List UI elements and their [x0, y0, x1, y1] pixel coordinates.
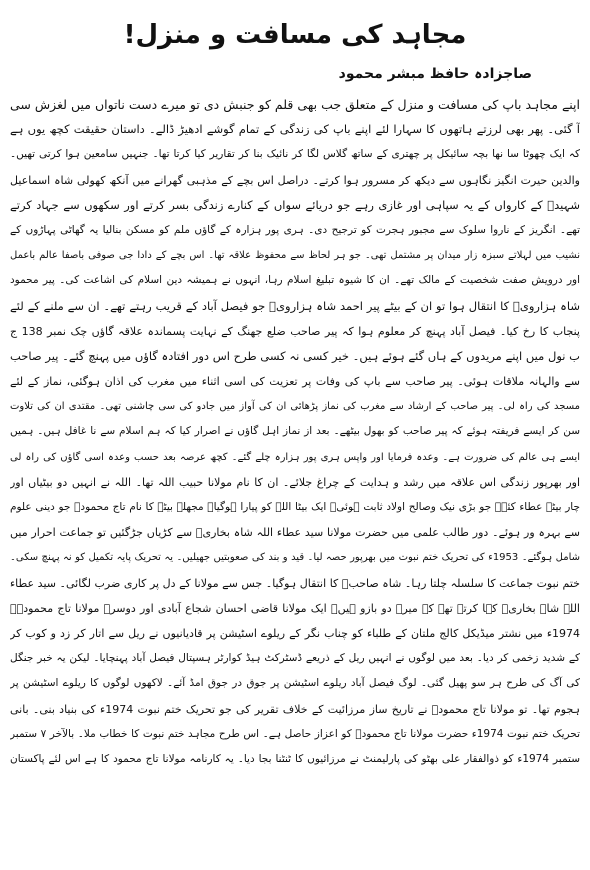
text-line: شاہ ہزارویؒ کا انتقال ہوا تو ان کے بیٹے پیر احمد شاہ ہزارویؒ جو فیصل آباد کے قریب رہتے تھے۔ ان سے ملنے کے لئے	[10, 298, 580, 313]
text-line: تحریک ختم نبوت 1974ء حضرت مولانا تاج محمودؒ کو اعزاز حاصل ہے۔ اس طرح مجاہد ختم نبوت کا خطاب ملا۔ بالآخر ۷ ستمبر	[10, 727, 580, 740]
text-line: کہ ایک چھوٹا سا نھا بچہ سائیکل پر چھتری کے ساتھ گلاس لگا کر نائیک بنا کر تقاریر کیا کرتا تھا۔ جنہیں سامعین ہوا کرتی تھیں۔	[10, 148, 580, 161]
text-line: پنجاب کا رخ کیا۔ فیصل آباد پہنچ کر معلوم ہوا کہ پیر صاحب ضلع جھنگ کے نہایت پسماندہ علاقہ گاؤں چک نمبر 138 ج	[10, 324, 580, 338]
article-title: مجاہد کی مسافت و منزل!	[123, 20, 467, 50]
text-line: اپنے مجاہد باپ کی مسافت و منزل کے متعلق جب بھی قلم کو جنبش دی تو میرے دست ناتواں میں لغزش سی	[10, 97, 580, 112]
text-line: ہجوم تھا۔ تو مولانا تاج محمودؒ نے تاریخ ساز مرزائیت کے خلاف تقریر کی جو تحریک ختم نبوت 1974ء کی بنیاد بنی۔ بانی	[10, 702, 580, 716]
text-line: سن کر ایسے فریفتہ ہوئے کہ پیر صاحب کو بھول بیٹھے۔ بعد از نماز اہل گاؤں نے اصرار کیا کہ ہم اسلام سے نا غافل ہیں۔ ہمیں	[10, 425, 580, 438]
text-line: سے والہانہ ملاقات ہوئی۔ پیر صاحب سے باپ کی وفات پر تعزیت کی اسی اثناء میں مغرب کی اذان ہوگئی، نماز کے لئے	[10, 375, 580, 389]
text-line: مسجد کی راہ لی۔ پیر صاحب کے ارشاد سے مغرب کی نماز پڑھائی ان کی آواز میں جادو کی سی چاشنی تھی۔ مقتدی ان کی تلاوت	[10, 401, 580, 413]
article-body	[10, 92, 580, 772]
text-line: ایسے ہی عالم کی ضرورت ہے۔ وعدہ فرمایا اور واپس ہری پور ہزارہ چلے گئے۔ کچھ عرصہ بعد حسب وعدہ اسی گاؤں کی راہ لی	[10, 451, 580, 463]
text-line: سے بہرہ ور ہوئے۔ دور طالب علمی میں حضرت مولانا سید عطاء اللہ شاہ بخاریؒ سے کڑیاں جڑگئیں تو جماعت احرار میں	[10, 526, 580, 540]
text-line: 1974ء میں نشتر میڈیکل کالج ملتان کے طلباء کو چناب نگر کے ریلوے اسٹیشن پر قادیانیوں نے ریل سے اتار کر زد و کوب کر	[10, 626, 580, 640]
text-line: آ گئی۔ پھر بھی لرزتے ہاتھوں کا سہارا لئے اپنے باپ کی زندگی کے تمام گوشے ادھیڑ ڈالے۔ داستان حقیقت کچھ یوں ہے	[10, 122, 580, 137]
text-line: ب نول میں اپنے مریدوں کے ہاں گئے ہوئے ہیں۔ خیر کسی نہ کسی طرح اس دور افتادہ گاؤں میں پہنچ گئے۔ پیر صاحب	[10, 348, 580, 363]
text-line: ختم نبوت جماعت کا سلسلہ چلتا رہا۔ شاہ صاحبؒ کا انتقال ہوگیا۔ جس سے مولانا کے دل پر کاری ضرب لگائی۔ سید عطاء	[10, 576, 580, 590]
text-line: کی آگ کی طرح ہر سو پھیل گئی۔ لوگ فیصل آباد ریلوے اسٹیشن پر جوق در جوق امڈ آئے۔ لاکھوں لوگوں کا ریلوے اسٹیشن پر	[10, 677, 580, 690]
text-line: اور درویش صفت شخصیت کے مالک تھے۔ ان کا شیوہ تبلیغ اسلام رہا، انہوں نے ہمیشہ دین اسلام کی اشاعت کی۔ پیر محمود	[10, 274, 580, 287]
text-line: شہیدؒ کے کارواں کے یہ سپاہی اور غازی رہے جو دریائے سواں کے کنارے زندگی بسر کرتے اور سکھوں سے جہاد کرتے	[10, 197, 580, 212]
text-line: کے شدید زخمی کر دیا۔ بعد میں لوگوں نے انہیں ریل کے ذریعے ڈسٹرکٹ ہیڈ کوارٹر ہسپتال فیصل آباد پہنچایا۔ لیکن یہ خبر جنگل	[10, 652, 580, 665]
text-line: شامل ہوگئے۔ 1953ء کی تحریک ختم نبوت میں بھرپور حصہ لیا۔ قید و بند کی صعوبتیں جھیلیں۔ یہ تحریک پایہ تکمیل کو نہ پہنچ سکی۔	[10, 552, 580, 564]
text-line: چار بیٹے عطاء کئے۔ جو بڑی نیک وصالح اولاد ثابت ہوئی۔ ایک بیٹا اللہ کو پیارا ہوگیا۔ مجھلے بیٹے کا نام تاج محمودؒ جو دینی علوم	[10, 501, 580, 513]
text-line: تھے۔ انگریز کے ناروا سلوک سے مجبور ہجرت کو ترجیح دی۔ ہری پور ہزارہ کے گاؤں ملم کو مسکن بنالیا یہ گھاٹی پہاڑوں کے	[10, 223, 580, 236]
author-byline: صاجزادہ حافظ مبشر محمود	[338, 66, 532, 82]
text-line: اللہ شاہ بخاریؒ کہا کرتے تھے کہ میرے دو بازو ہیں۔ ایک مولانا قاضی احسان شجاع آبادی اور دوسرے مولانا تاج محمودؒ۔	[10, 601, 580, 615]
text-line: اور بھرپور زندگی اس علاقہ میں رشد و ہدایت کے چراغ جلائے۔ ان کا نام مولانا حبیب اللہ تھا۔ اللہ نے انہیں دو بیٹیاں اور	[10, 475, 580, 489]
text-line: ستمبر 1974ء کو ذوالفقار علی بھٹو کی پارلیمنٹ نے مرزائیوں کا ٹنٹنا بجا دیا۔ یہ کارنامہ مولانا تاج محمود کا ہے اس لئے پاکستان	[10, 752, 580, 765]
text-line: نشیب میں لہلاتے سبزہ زار میدان پر مشتمل تھی۔ جو ہر لحاظ سے محفوظ علاقہ تھا۔ اس بچے کے دادا جی صوفی باصفا عالم باعمل	[10, 250, 580, 262]
text-line: والدین حیرت انگیز نگاہوں سے دیکھ کر مسرور ہوا کرتے۔ دراصل اس بچے کے مذہبی گھرانے میں آنکھ کھولی شاہ اسماعیل	[10, 173, 580, 187]
